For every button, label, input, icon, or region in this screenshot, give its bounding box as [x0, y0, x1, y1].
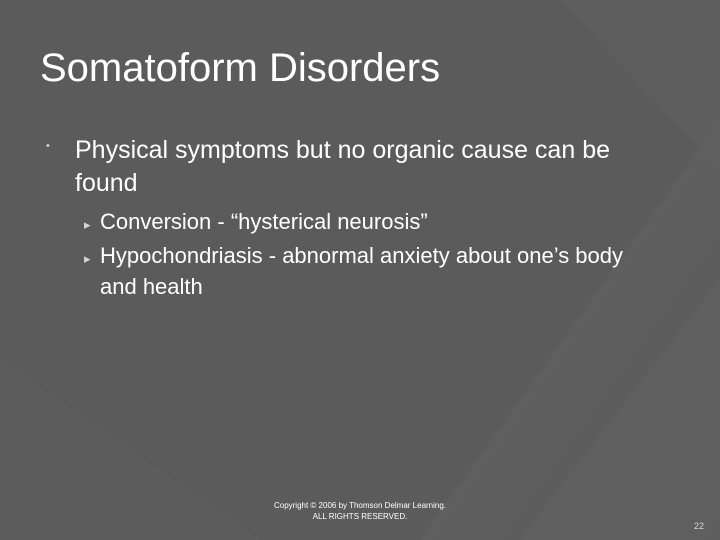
- sub-bullet-list: [84, 206, 644, 305]
- sub-bullet-text: Conversion - “hysterical neurosis”: [100, 209, 428, 234]
- sub-bullet-text: Hypochondriasis - abnormal anxiety about one’s body and health: [100, 243, 624, 299]
- bullet-icon: •: [46, 140, 50, 152]
- bullet-text: Physical symptoms but no organic cause can be found: [75, 136, 610, 197]
- sub-bullet-item: [84, 240, 644, 302]
- copyright-notice: [230, 500, 490, 522]
- sub-bullet-item: [84, 206, 644, 237]
- slide-title: Somatoform Disorders: [40, 46, 441, 90]
- sub-bullet-icon: ▸: [84, 251, 91, 266]
- copyright-line-2: ALL RIGHTS RESERVED.: [312, 512, 408, 521]
- sub-bullet-icon: ▸: [84, 217, 91, 232]
- copyright-line-1: Copyright © 2006 by Thomson Delmar Learning.: [273, 501, 447, 510]
- slide-number: 22: [693, 521, 704, 531]
- bullet-item: [46, 134, 646, 200]
